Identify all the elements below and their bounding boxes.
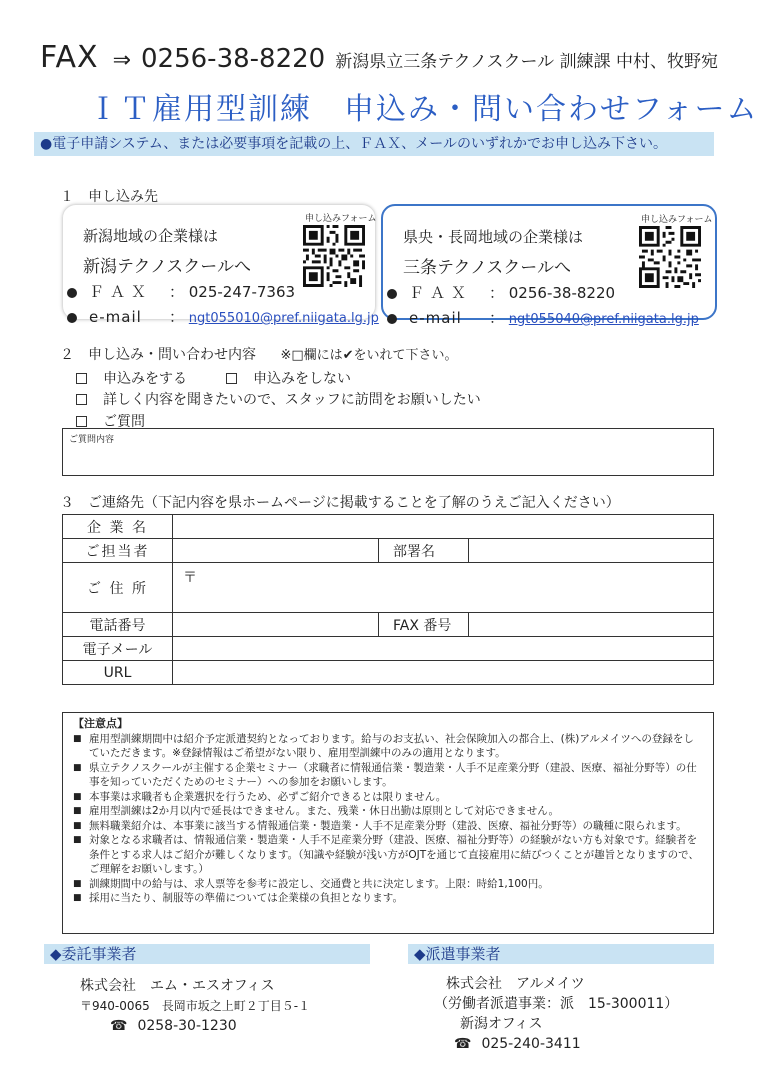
visit-checkbox[interactable] xyxy=(76,394,87,405)
apply-option-row xyxy=(76,368,187,388)
visit-option-row xyxy=(76,389,481,409)
address-label: ご 住 所 xyxy=(63,563,173,613)
company-label: 企 業 名 xyxy=(63,515,173,539)
question-label: ご質問 xyxy=(103,414,145,430)
note-item: ■ 雇用型訓練期間中は紹介予定派遣契約となっております。給与のお支払い、社会保険加入の都合上、(株)アルメイツへの登録をしていただきます。※登録情報はご希望がない限り、雇用型訓練中のみの適用となります。 xyxy=(73,732,703,761)
not-apply-option-row xyxy=(226,368,351,388)
email-link[interactable]: ngt055040@pref.niigata.lg.jp xyxy=(508,312,699,327)
office-box-sanjo xyxy=(381,204,717,327)
qr-code-icon[interactable] xyxy=(639,226,701,288)
phone-label: 電話番号 xyxy=(63,613,173,637)
consignee-phone: 0258-30-1230 xyxy=(137,1018,237,1034)
not-apply-label: 申込みをしない xyxy=(253,371,351,387)
note-item: ■ 雇用型訓練は2か月以内で延長はできません。また、残業・休日出勤は原則として対応できません。 xyxy=(73,804,703,819)
notes-title: 【注意点】 xyxy=(73,717,128,730)
bullet-icon xyxy=(67,288,77,298)
dispatcher-info xyxy=(434,974,679,1054)
form-title: ＩＴ雇用型訓練 申込み・問い合わせフォーム xyxy=(88,92,759,127)
qr-label: 申し込みフォーム xyxy=(641,215,713,225)
email-separator: ： xyxy=(489,309,505,327)
checkbox-note: ※□欄には✔をいれて下さい。 xyxy=(280,348,458,363)
consignee-bar: ◆委託事業者 xyxy=(44,944,370,964)
question-checkbox[interactable] xyxy=(76,416,87,427)
contact-table xyxy=(62,514,714,685)
question-box-label: ご質問内容 xyxy=(69,435,115,445)
bullet-icon xyxy=(387,289,397,299)
section2-heading xyxy=(60,344,458,364)
fax-number-field[interactable] xyxy=(469,613,714,637)
fax-number: 0256-38-8220 xyxy=(141,44,326,74)
department-label: 部署名 xyxy=(379,539,469,563)
section3-heading: ３ ご連絡先（下記内容を県ホームページに掲載することを了解のうえご記入ください） xyxy=(60,495,620,511)
phone-icon: ☎ xyxy=(110,1018,128,1034)
section2-title: ２ 申し込み・問い合わせ内容 xyxy=(60,347,256,363)
region-label: 県央・長岡地域の企業様は xyxy=(403,228,584,246)
url-field[interactable] xyxy=(173,661,714,685)
consignee-address: 〒940-0065 長岡市坂之上町２丁目５-１ xyxy=(80,999,311,1013)
dispatcher-bar: ◆派遣事業者 xyxy=(408,944,714,964)
email-key: e-mail xyxy=(89,308,142,326)
address-field[interactable] xyxy=(173,563,714,613)
note-item: ■ 無料職業紹介は、本事業に該当する情報通信業・製造業・人手不足産業分野（建設、医療、福祉分野等）の職種に限られます。 xyxy=(73,819,703,834)
office-box-niigata xyxy=(62,204,379,326)
note-item: ■ 採用に当たり、制服等の準備については企業様の負担となります。 xyxy=(73,891,703,906)
fax-value: ： 025-247-7363 xyxy=(169,283,296,301)
qr-code-icon[interactable] xyxy=(303,225,365,287)
fax-destination: 新潟県立三条テクノスクール 訓練課 中村、牧野宛 xyxy=(335,52,718,72)
dispatcher-phone: 025-240-3411 xyxy=(481,1036,581,1052)
fax-key: ＦＡＸ xyxy=(89,283,153,301)
fax-number-label: FAX 番号 xyxy=(379,613,469,637)
apply-checkbox[interactable] xyxy=(76,373,87,384)
email-separator: ： xyxy=(169,308,185,326)
email-row xyxy=(387,307,699,328)
dispatcher-license: （労働者派遣事業：派 15-300011） xyxy=(434,996,679,1012)
person-field[interactable] xyxy=(173,539,379,563)
consignee-phone-row xyxy=(110,1016,310,1036)
department-field[interactable] xyxy=(469,539,714,563)
phone-icon: ☎ xyxy=(454,1036,472,1052)
region-label: 新潟地域の企業様は xyxy=(83,227,219,245)
question-textarea[interactable] xyxy=(62,428,714,476)
email-link[interactable]: ngt055010@pref.niigata.lg.jp xyxy=(188,311,379,326)
postal-mark: 〒 xyxy=(183,570,197,586)
apply-label: 申込みをする xyxy=(103,371,187,387)
phone-field[interactable] xyxy=(173,613,379,637)
note-item: ■ 対象となる求職者は、情報通信業・製造業・人手不足産業分野（建設、医療、福祉分野等）の経験がない方も対象です。経験者を条件とする求人はご紹介が難しくなります。（知識や経験が浅い方がOJTを通じて直接雇用に結びつくことが趣旨となりますので、ご理解をお願いします。） xyxy=(73,833,703,877)
qr-label: 申し込みフォーム xyxy=(305,214,377,224)
email-label: 電子メール xyxy=(63,637,173,661)
consignee-company: 株式会社 エム・エスオフィス xyxy=(80,978,275,994)
email-key: e-mail xyxy=(409,309,462,327)
school-name: 三条テクノスクールへ xyxy=(403,258,571,278)
fax-key: ＦＡＸ xyxy=(409,284,473,302)
note-item: ■ 県立テクノスクールが主催する企業セミナー（求職者に情報通信業・製造業・人手不足産業分野（建設、医療、福祉分野等）の仕事を知っていただくためのセミナー）への参加をお願いします。 xyxy=(73,761,703,790)
company-field[interactable] xyxy=(173,515,714,539)
bullet-icon xyxy=(387,314,397,324)
note-item: ■ 訓練期間中の給与は、求人票等を参考に設定し、交通費と共に決定します。上限：時給1,100円。 xyxy=(73,877,703,892)
fax-value: ： 0256-38-8220 xyxy=(489,284,616,302)
fax-header xyxy=(40,40,718,75)
dispatcher-company: 株式会社 アルメイツ xyxy=(446,976,585,992)
section1-heading: １ 申し込み先 xyxy=(60,189,158,205)
consignee-info xyxy=(80,976,310,1036)
not-apply-checkbox[interactable] xyxy=(226,373,237,384)
notes-box xyxy=(62,712,714,934)
fax-label: FAX xyxy=(40,40,99,75)
bullet-icon xyxy=(67,313,77,323)
note-item: ■ 本事業は求職者も企業選択を行うため、必ずご紹介できるとは限りません。 xyxy=(73,790,703,805)
visit-label: 詳しく内容を聞きたいので、スタッフに訪問をお願いしたい xyxy=(103,392,481,408)
person-label: ご担当者 xyxy=(63,539,173,563)
intro-instruction: ●電子申請システム、または必要事項を記載の上、ＦＡＸ、メールのいずれかでお申し込み下さい。 xyxy=(34,132,714,156)
email-field[interactable] xyxy=(173,637,714,661)
url-label: URL xyxy=(63,661,173,685)
email-row xyxy=(67,306,379,327)
dispatcher-office: 新潟オフィス xyxy=(460,1016,543,1032)
arrow-icon: ⇒ xyxy=(112,48,132,73)
school-name: 新潟テクノスクールへ xyxy=(83,257,251,277)
dispatcher-phone-row xyxy=(454,1034,678,1054)
